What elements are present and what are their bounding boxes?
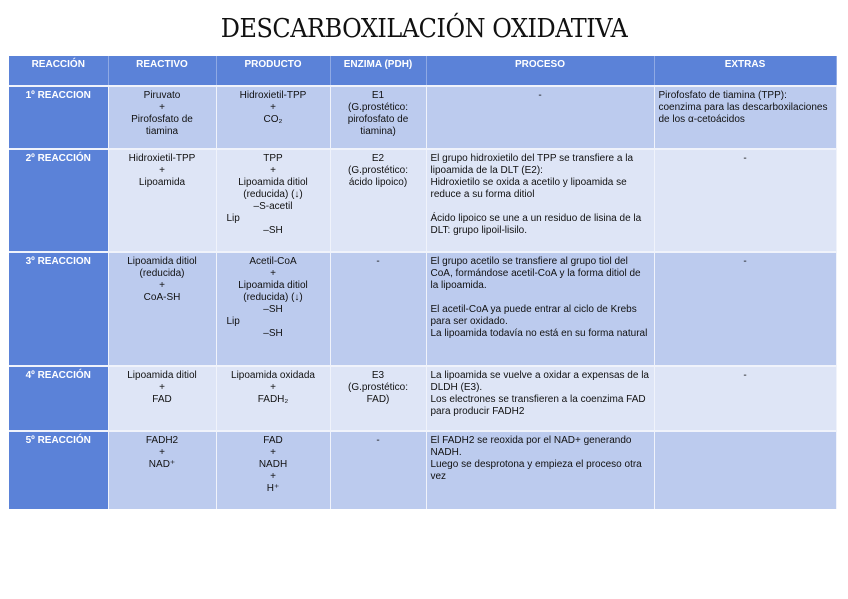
header-producto: PRODUCTO: [216, 56, 330, 86]
text-line: Pirofosfato de: [131, 114, 193, 125]
text-line: +: [270, 471, 276, 482]
text-line: -: [743, 370, 747, 381]
extras-cell: [654, 252, 836, 366]
table-row: [9, 252, 836, 366]
producto-cell: [216, 86, 330, 149]
text-line: Lip: [226, 213, 240, 224]
reactivo-cell: [108, 86, 216, 149]
text-line: (G.prostético:: [347, 382, 409, 393]
extras-cell: [654, 366, 836, 431]
text-line: +: [159, 280, 165, 291]
text-line: CO₂: [263, 114, 283, 125]
text-line: +: [270, 447, 276, 458]
enzima-cell: [330, 431, 426, 509]
reactivo-cell: [108, 149, 216, 252]
table-row: [9, 431, 836, 509]
text-line: NAD⁺: [148, 459, 176, 470]
text-line: -: [743, 256, 747, 267]
spacer: [431, 292, 650, 304]
text-line: H⁺: [266, 483, 280, 494]
text-line: Lipoamida oxidada: [231, 370, 315, 381]
text-line: ácido lipoico): [348, 177, 408, 188]
text-line: Pirofosfato de tiamina (TPP): coenzima para las descarboxilaciones de los α-cetoácidos: [658, 90, 828, 125]
text-line: -: [743, 153, 747, 164]
text-line: Hidroxietil-TPP: [239, 90, 307, 101]
text-line: El acetil-CoA ya puede entrar al ciclo de Krebs para ser oxidado.: [430, 304, 637, 327]
table-row: [9, 86, 836, 149]
header-reaccion: REACCIÓN: [9, 56, 108, 86]
reactivo-cell: [108, 366, 216, 431]
extras-cell: [654, 431, 836, 509]
text-line: Los electrones se transfieren a la coenzima FAD para producir FADH2: [430, 394, 646, 417]
text-line: Lip: [226, 316, 240, 327]
text-line: Hidroxietil-TPP: [128, 153, 196, 164]
reaction-table: [9, 56, 837, 509]
text-line: +: [270, 382, 276, 393]
text-line: Lipoamida ditiol: [238, 280, 308, 291]
header-extras: EXTRAS: [654, 56, 836, 86]
header-proceso: PROCESO: [426, 56, 654, 86]
text-line: E2: [371, 153, 385, 164]
page-title: DESCARBOXILACIÓN OXIDATIVA: [220, 14, 628, 44]
text-line: Lipoamida ditiol: [127, 256, 197, 267]
proceso-cell: [426, 252, 654, 366]
text-line: El grupo acetilo se transfiere al grupo tiol del CoA, formándose acetil-CoA y la forma ditiol de la lipoamida.: [430, 256, 641, 291]
enzima-cell: [330, 86, 426, 149]
text-line: +: [270, 268, 276, 279]
text-line: -: [376, 256, 380, 267]
text-line: (reducida) (↓): [243, 292, 303, 303]
text-line: FAD: [152, 394, 172, 405]
text-line: FAD): [366, 394, 390, 405]
reactivo-cell: [108, 252, 216, 366]
text-line: FAD: [263, 435, 283, 446]
header-reactivo: REACTIVO: [108, 56, 216, 86]
text-line: pirofosfato de: [347, 114, 409, 125]
text-line: +: [159, 165, 165, 176]
text-line: FADH₂: [257, 394, 289, 405]
text-line: (reducida): [139, 268, 185, 279]
text-line: Acetil-CoA: [249, 256, 297, 267]
text-line: CoA-SH: [143, 292, 181, 303]
text-line: –SH: [263, 225, 283, 236]
text-line: Hidroxietilo se oxida a acetilo y lipoamida se reduce a su forma ditiol: [430, 177, 627, 200]
text-line: E1: [371, 90, 385, 101]
producto-cell: [216, 431, 330, 509]
text-line: (G.prostético:: [347, 102, 409, 113]
proceso-cell: [426, 366, 654, 431]
text-line: Lipoamida ditiol: [238, 177, 308, 188]
producto-cell: [216, 149, 330, 252]
text-line: Lipoamida: [138, 177, 186, 188]
text-line: tiamina): [360, 126, 396, 137]
table-row: [9, 366, 836, 431]
text-line: –SH: [263, 304, 283, 315]
text-line: -: [538, 90, 542, 101]
text-line: +: [159, 382, 165, 393]
spacer: [431, 201, 650, 213]
text-line: El FADH2 se reoxida por el NAD+ generando NADH.: [430, 435, 632, 458]
text-line: Lipoamida ditiol: [127, 370, 197, 381]
enzima-cell: [330, 366, 426, 431]
text-line: Piruvato: [143, 90, 181, 101]
text-line: El grupo hidroxietilo del TPP se transfiere a la lipoamida de la DLT (E2):: [430, 153, 634, 176]
reaction-label: 4º REACCIÓN: [9, 366, 108, 431]
text-line: FADH2: [145, 435, 179, 446]
header-enzima: ENZIMA (PDH): [330, 56, 426, 86]
table-header-row: [9, 56, 836, 86]
text-line: -: [376, 435, 380, 446]
text-line: tiamina: [145, 126, 179, 137]
enzima-cell: [330, 252, 426, 366]
text-line: NADH: [258, 459, 288, 470]
reaction-label: 3º REACCION: [9, 252, 108, 366]
reaction-label: 2º REACCIÓN: [9, 149, 108, 252]
reaction-label: 1º REACCION: [9, 86, 108, 149]
text-line: Luego se desprotona y empieza el proceso otra vez: [430, 459, 642, 482]
text-line: +: [270, 165, 276, 176]
producto-cell: [216, 366, 330, 431]
text-line: (reducida) (↓): [243, 189, 303, 200]
text-line: Ácido lipoico se une a un residuo de lisina de la DLT: grupo lipoil-lisilo.: [430, 213, 642, 236]
proceso-cell: [426, 149, 654, 252]
table-row: [9, 149, 836, 252]
text-line: (G.prostético:: [347, 165, 409, 176]
reaction-label: 5º REACCIÓN: [9, 431, 108, 509]
enzima-cell: [330, 149, 426, 252]
text-line: La lipoamida se vuelve a oxidar a expensas de la DLDH (E3).: [430, 370, 649, 393]
text-line: +: [159, 102, 165, 113]
text-line: TPP: [263, 153, 283, 164]
proceso-cell: [426, 431, 654, 509]
proceso-cell: [426, 86, 654, 149]
extras-cell: [654, 149, 836, 252]
extras-cell: [654, 86, 836, 149]
text-line: +: [159, 447, 165, 458]
reactivo-cell: [108, 431, 216, 509]
text-line: E3: [371, 370, 385, 381]
text-line: –SH: [263, 328, 283, 339]
text-line: La lipoamida todavía no está en su forma natural: [430, 328, 648, 339]
producto-cell: [216, 252, 330, 366]
text-line: –S-acetil: [253, 201, 293, 212]
text-line: +: [270, 102, 276, 113]
